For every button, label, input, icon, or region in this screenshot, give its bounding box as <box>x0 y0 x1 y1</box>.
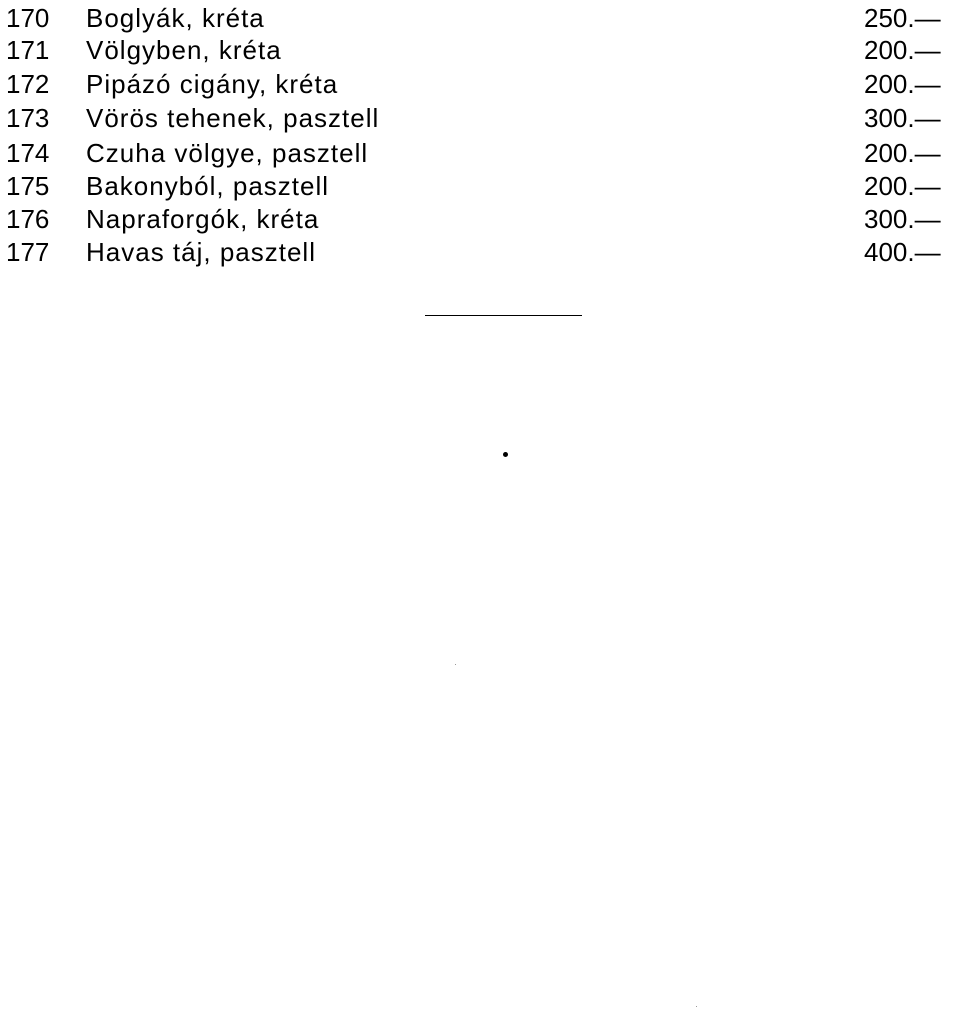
section-divider <box>425 315 582 316</box>
entry-title: Völgyben, kréta <box>86 35 282 65</box>
entry-number: 175 <box>6 171 50 201</box>
entry-number: 173 <box>6 103 50 133</box>
entry-price: 200.— <box>864 171 941 201</box>
entry-price: 300.— <box>864 204 941 234</box>
entry-price: 200.— <box>864 138 941 168</box>
catalog-entry <box>0 2 960 34</box>
entry-number: 170 <box>6 3 50 33</box>
catalog-entry <box>0 68 960 100</box>
entry-price: 400.— <box>864 237 941 267</box>
entry-number: 176 <box>6 204 50 234</box>
entry-price: 300.— <box>864 103 941 133</box>
entry-price: 200.— <box>864 69 941 99</box>
paper-speck <box>696 1006 697 1007</box>
paper-speck <box>455 664 456 665</box>
entry-title: Napraforgók, kréta <box>86 204 320 234</box>
entry-title: Pipázó cigány, kréta <box>86 69 339 99</box>
catalog-entry <box>0 137 960 169</box>
entry-title: Havas táj, pasztell <box>86 237 316 267</box>
catalog-entry <box>0 34 960 66</box>
entry-number: 171 <box>6 35 50 65</box>
entry-price: 200.— <box>864 35 941 65</box>
entry-number: 177 <box>6 237 50 267</box>
catalog-entry <box>0 102 960 134</box>
ink-dot <box>503 452 508 457</box>
catalog-entry <box>0 236 960 268</box>
entry-number: 174 <box>6 138 50 168</box>
catalog-entry <box>0 170 960 202</box>
entry-price: 250.— <box>864 3 941 33</box>
entry-title: Vörös tehenek, pasztell <box>86 103 380 133</box>
entry-number: 172 <box>6 69 50 99</box>
catalog-entry <box>0 203 960 235</box>
entry-title: Boglyák, kréta <box>86 3 265 33</box>
entry-title: Bakonyból, pasztell <box>86 171 330 201</box>
entry-title: Czuha völgye, pasztell <box>86 138 369 168</box>
